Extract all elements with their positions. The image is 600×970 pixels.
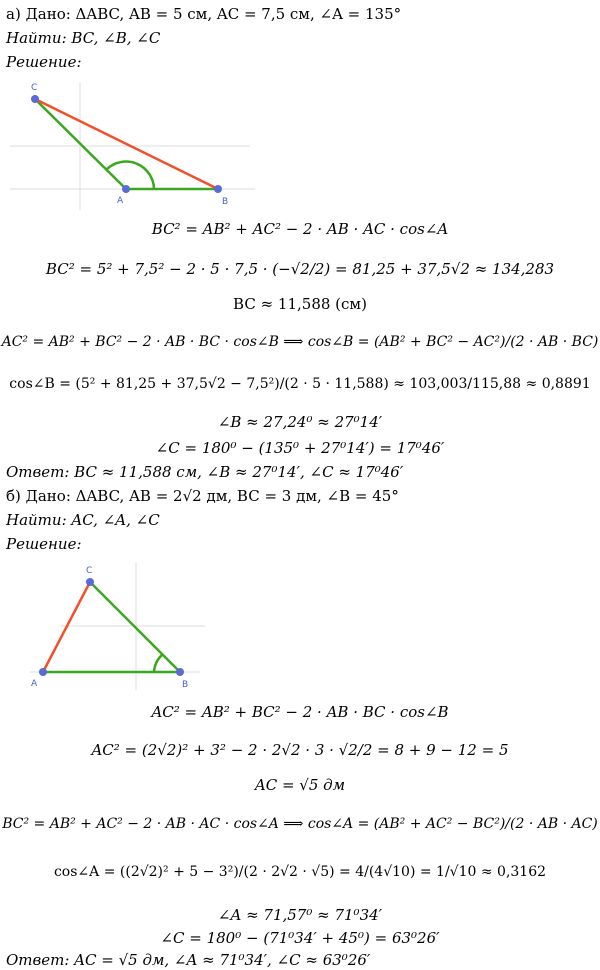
side-bc [90,582,180,672]
part-b-eq-6: ∠A ≈ 71,57⁰ ≈ 71⁰34′ [217,906,383,924]
part-a-eq-3: BC ≈ 11,588 (см) [233,295,367,313]
point-b [176,668,184,676]
part-b-find: Найти: AC, ∠A, ∠C [6,511,160,529]
part-a-answer: Ответ: BC ≈ 11,588 см, ∠B ≈ 27⁰14′, ∠C ≈ 17⁰46′ [6,463,404,481]
angle-a-arc [107,162,154,189]
part-a-eq-7: ∠C = 180⁰ − (135⁰ + 27⁰14′) = 17⁰46′ [155,439,445,457]
label-a: A [31,679,38,689]
part-b-eq-5: cos∠A = ((2√2)² + 5 − 3²)/(2 · 2√2 · √5) = 4/(4√10) = 1/√10 ≈ 0,3162 [53,864,547,880]
label-c: C [31,83,38,93]
part-b-eq-4: BC² = AB² + AC² − 2 · AB · AC · cos∠A ⟹ cos∠A = (AB² + AC² − BC²)/(2 · AB · AC) [2,816,598,832]
label-a: A [117,196,124,206]
part-a-given: а) Дано: ΔABC, AB = 5 см, AC = 7,5 см, ∠A = 135° [6,5,402,23]
part-a-find: Найти: BC, ∠B, ∠C [6,29,161,47]
point-c [31,95,39,103]
point-a [39,668,47,676]
part-b-answer: Ответ: AC = √5 дм, ∠A ≈ 71⁰34′, ∠C ≈ 63⁰26′ [6,951,371,969]
figure-b [0,562,220,692]
angle-b-arc [154,654,163,672]
part-a-solution: Решение: [6,53,82,71]
part-b-eq-3: AC = √5 дм [254,776,346,794]
point-a [122,185,130,193]
part-b-given: б) Дано: ΔABC, AB = 2√2 дм, BC = 3 дм, ∠B = 45° [6,487,399,505]
label-b: B [222,197,229,207]
part-b-eq-2: AC² = (2√2)² + 3² − 2 · 2√2 · 3 · √2/2 = 8 + 9 − 12 = 5 [91,741,509,759]
point-b [214,185,222,193]
part-a-eq-1: BC² = AB² + AC² − 2 · AB · AC · cos∠A [151,220,449,238]
part-a-eq-6: ∠B ≈ 27,24⁰ ≈ 27⁰14′ [217,413,383,431]
point-c [86,578,94,586]
part-a-eq-4: AC² = AB² + BC² − 2 · AB · BC · cos∠B ⟹ cos∠B = (AB² + BC² − AC²)/(2 · AB · BC) [1,334,599,350]
label-b: B [182,680,189,690]
part-a-eq-2: BC² = 5² + 7,5² − 2 · 5 · 7,5 · (−√2/2) = 81,25 + 37,5√2 ≈ 134,283 [45,260,555,278]
label-c: C [86,566,93,576]
part-b-solution: Решение: [6,535,82,553]
part-a-eq-5: cos∠B = (5² + 81,25 + 37,5√2 − 7,5²)/(2 · 5 · 11,588) ≈ 103,003/115,88 ≈ 0,8891 [9,376,591,392]
part-b-eq-7: ∠C = 180⁰ − (71⁰34′ + 45⁰) = 63⁰26′ [160,929,440,947]
side-ac [43,582,90,672]
side-bc [35,99,218,189]
figure-a [0,82,260,212]
part-b-eq-1: AC² = AB² + BC² − 2 · AB · BC · cos∠B [151,703,449,721]
